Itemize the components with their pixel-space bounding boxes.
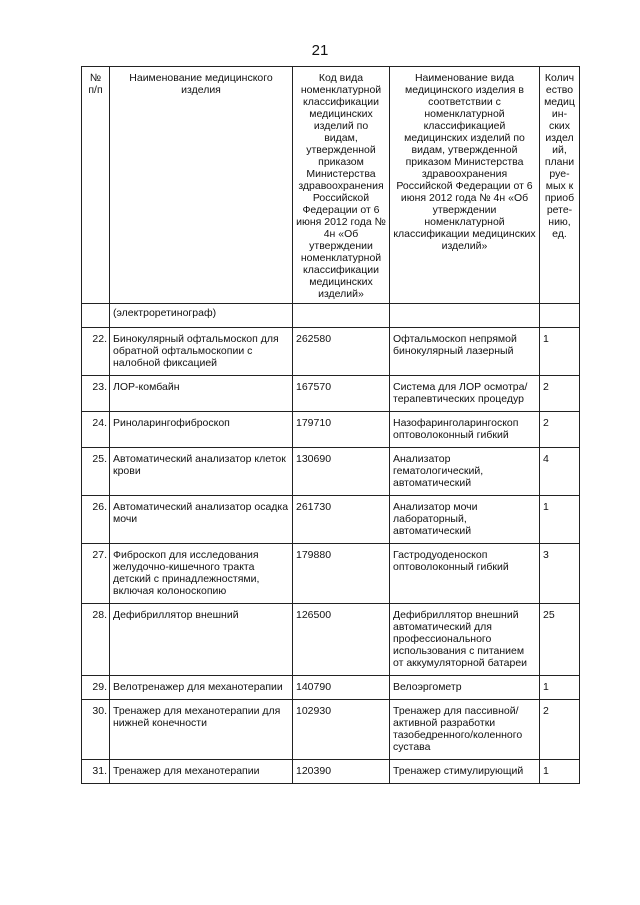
cell-num: 28.	[82, 604, 110, 676]
cell-quantity	[540, 304, 580, 328]
table-row	[82, 760, 580, 784]
cell-quantity: 1	[540, 760, 580, 784]
cell-quantity: 1	[540, 496, 580, 544]
table-row	[82, 604, 580, 676]
cell-quantity: 3	[540, 544, 580, 604]
cell-type-name: Офтальмоскоп непрямой бинокулярный лазерный	[390, 328, 540, 376]
cell-type-code: 179880	[293, 544, 390, 604]
cell-num: 27.	[82, 544, 110, 604]
cell-num: 29.	[82, 676, 110, 700]
cell-num	[82, 304, 110, 328]
cell-type-name: Анализатор гематологический, автоматический	[390, 448, 540, 496]
cell-quantity: 1	[540, 676, 580, 700]
cell-type-name	[390, 304, 540, 328]
cell-num: 26.	[82, 496, 110, 544]
header-device-name: Наименование медицинского изделия	[110, 67, 293, 304]
cell-type-name: Назофаринголарингоскоп оптоволоконный гибкий	[390, 412, 540, 448]
cell-device-name: Риноларингофиброскоп	[110, 412, 293, 448]
header-num: № п/п	[82, 67, 110, 304]
cell-device-name: (электроретинограф)	[110, 304, 293, 328]
cell-num: 24.	[82, 412, 110, 448]
cell-quantity: 2	[540, 376, 580, 412]
cell-type-code: 262580	[293, 328, 390, 376]
table-row	[82, 496, 580, 544]
cell-device-name: Дефибриллятор внешний	[110, 604, 293, 676]
cell-device-name: Велотренажер для механотерапии	[110, 676, 293, 700]
cell-type-name: Тренажер стимулирующий	[390, 760, 540, 784]
table-row	[82, 376, 580, 412]
cell-type-name: Гастродуоденоскоп оптоволоконный гибкий	[390, 544, 540, 604]
table-row	[82, 700, 580, 760]
table-row	[82, 328, 580, 376]
cell-type-code: 179710	[293, 412, 390, 448]
cell-num: 25.	[82, 448, 110, 496]
cell-device-name: Автоматический анализатор клеток крови	[110, 448, 293, 496]
cell-num: 23.	[82, 376, 110, 412]
table-row	[82, 412, 580, 448]
table-row	[82, 676, 580, 700]
cell-type-name: Тренажер для пассивной/активной разработки тазобедренного/коленного сустава	[390, 700, 540, 760]
cell-type-code: 140790	[293, 676, 390, 700]
cell-device-name: Автоматический анализатор осадка мочи	[110, 496, 293, 544]
cell-quantity: 2	[540, 700, 580, 760]
cell-device-name: ЛОР-комбайн	[110, 376, 293, 412]
cell-type-code: 120390	[293, 760, 390, 784]
cell-type-name: Дефибриллятор внешний автоматический для профессионального использования с питанием от аккумуляторной батареи	[390, 604, 540, 676]
header-quantity: Количество медицин-ских изделий, планируе-мых к приобрете-нию, ед.	[540, 67, 580, 304]
cell-type-name: Велоэргометр	[390, 676, 540, 700]
cell-type-code: 130690	[293, 448, 390, 496]
cell-type-code	[293, 304, 390, 328]
cell-quantity: 25	[540, 604, 580, 676]
cell-num: 31.	[82, 760, 110, 784]
cell-device-name: Тренажер для механотерапии для нижней конечности	[110, 700, 293, 760]
cell-quantity: 2	[540, 412, 580, 448]
table-row-continuation	[82, 304, 580, 328]
cell-type-code: 167570	[293, 376, 390, 412]
cell-device-name: Бинокулярный офтальмоскоп для обратной офтальмоскопии с налобной фиксацией	[110, 328, 293, 376]
equipment-table	[81, 66, 580, 784]
cell-num: 30.	[82, 700, 110, 760]
cell-type-code: 126500	[293, 604, 390, 676]
cell-type-code: 102930	[293, 700, 390, 760]
cell-type-code: 261730	[293, 496, 390, 544]
cell-device-name: Тренажер для механотерапии	[110, 760, 293, 784]
table-row	[82, 544, 580, 604]
cell-device-name: Фиброскоп для исследования желудочно-кишечного тракта детский с принадлежностями, включая колоноскопию	[110, 544, 293, 604]
header-type-name: Наименование вида медицинского изделия в соответствии с номенклатурной классификацией медицинских изделий по видам, утвержденной приказом Министерства здравоохранения Российской Федерации от 6 июня 2012 года № 4н «Об утверждении номенклатурной классификации медицинских изделий»	[390, 67, 540, 304]
cell-type-name: Анализатор мочи лабораторный, автоматический	[390, 496, 540, 544]
cell-quantity: 4	[540, 448, 580, 496]
cell-type-name: Система для ЛОР осмотра/терапевтических процедур	[390, 376, 540, 412]
page-number: 21	[311, 42, 329, 59]
header-type-code: Код вида номенклатурной классификации медицинских изделий по видам, утвержденной приказом Министерства здравоохранения Российской Федерации от 6 июня 2012 года № 4н «Об утверждении номенклатурной классификации медицинских изделий»	[293, 67, 390, 304]
cell-num: 22.	[82, 328, 110, 376]
cell-quantity: 1	[540, 328, 580, 376]
table-header-row	[82, 67, 580, 304]
table-row	[82, 448, 580, 496]
